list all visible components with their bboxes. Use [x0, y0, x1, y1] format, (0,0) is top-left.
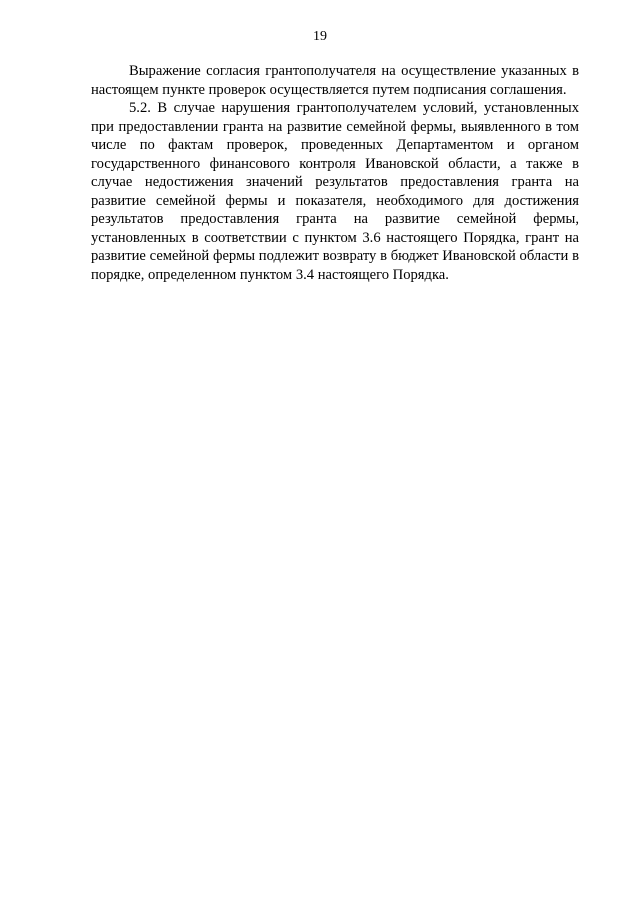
page-number: 19 — [313, 29, 327, 44]
document-body — [91, 62, 579, 284]
paragraph-5-2: 5.2. В случае нарушения грантополучателем условий, установленных при предоставлении гранта на развитие семейной фермы, выявленного в том числе по фактам проверок, проведенных Департаментом и органом государственного финансового контроля Ивановской области, а также в случае недостижения значений результатов предоставления гранта на развитие семейной фермы и показателя, необходимого для достижения результатов предоставления гранта на развитие семейной фермы, установленных в соответствии с пунктом 3.6 настоящего Порядка, грант на развитие семейной фермы подлежит возврату в бюджет Ивановской области в порядке, определенном пунктом 3.4 настоящего Порядка. — [91, 100, 579, 283]
paragraph-consent: Выражение согласия грантополучателя на осуществление указанных в настоящем пункте проверок осуществляется путем подписания соглашения. — [91, 63, 579, 98]
